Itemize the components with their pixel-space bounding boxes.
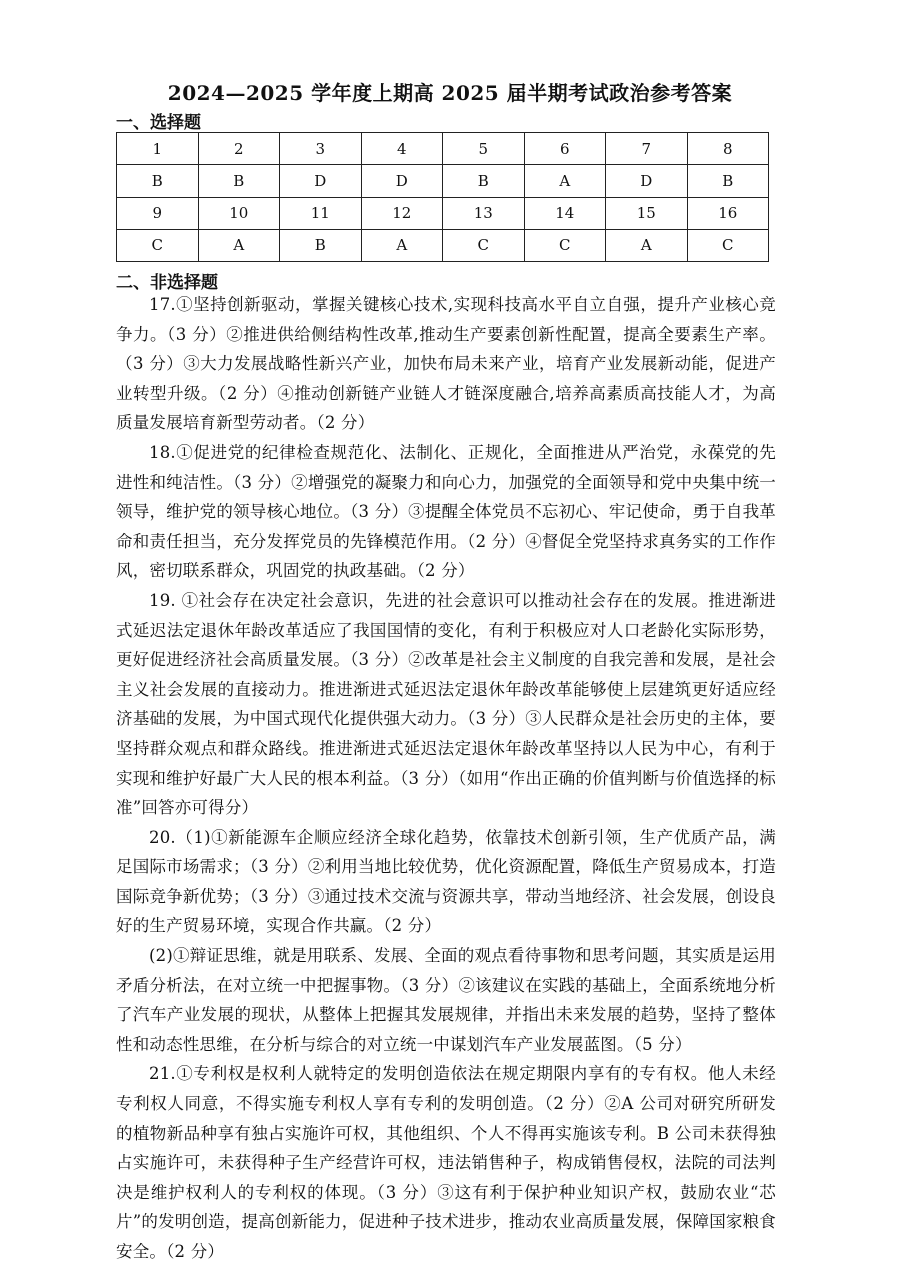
table-cell: B <box>443 165 525 197</box>
answer-q18: 18.①促进党的纪律检查规范化、法制化、正规化，全面推进从严治党，永葆党的先进性和纯洁性。（3 分）②增强党的凝聚力和向心力，加强党的全面领导和党中央集中统一领导，维护党的领导核心地位。（3 分）③提醒全体党员不忘初心、牢记使命，勇于自我革命和责任担当，充分发挥党员的先锋模范作用。（2 分）④督促全党坚持求真务实的工作作风，密切联系群众，巩固党的执政基础。（2 分） <box>116 442 776 581</box>
table-cell: D <box>361 165 443 197</box>
table-cell: 7 <box>606 133 688 165</box>
table-cell: 9 <box>117 197 199 229</box>
table-cell: 6 <box>524 133 606 165</box>
section-heading-choice: 一、选择题 <box>116 113 201 133</box>
table-cell: 4 <box>361 133 443 165</box>
table-cell: 13 <box>443 197 525 229</box>
table-cell: 8 <box>687 133 769 165</box>
table-cell: B <box>280 229 362 261</box>
table-cell: 15 <box>606 197 688 229</box>
table-cell: 12 <box>361 197 443 229</box>
table-cell: A <box>606 229 688 261</box>
answer-q20-part2: (2)①辩证思维，就是用联系、发展、全面的观点看待事物和思考问题，其实质是运用矛盾分析法，在对立统一中把握事物。（3 分）②该建议在实践的基础上，全面系统地分析了汽车产业发展的现状，从整体上把握其发展规律，并指出未来发展的趋势，坚持了整体性和动态性思维，在分析与综合的对立统一中谋划汽车产业发展蓝图。（5 分） <box>116 946 776 1054</box>
answer-body <box>116 290 776 1267</box>
table-cell: B <box>687 165 769 197</box>
table-row <box>117 229 769 261</box>
table-cell: 3 <box>280 133 362 165</box>
table-row <box>117 133 769 165</box>
table-cell: D <box>606 165 688 197</box>
answer-table <box>116 132 769 262</box>
page-title: 2024—2025 学年度上期高 2025 届半期考试政治参考答案 <box>167 81 733 105</box>
table-cell: A <box>198 229 280 261</box>
section-heading-non-choice: 二、非选择题 <box>116 273 218 293</box>
table-cell: 11 <box>280 197 362 229</box>
table-cell: 1 <box>117 133 199 165</box>
answer-q21: 21.①专利权是权利人就特定的发明创造依法在规定期限内享有的专有权。他人未经专利权人同意，不得实施专利权人享有专利的发明创造。（2 分）②A 公司对研究所研发的植物新品种享有独占实施许可权，其他组织、个人不得再实施该专利。B 公司未获得独占实施许可，未获得种子生产经营许可权，违法销售种子，构成销售侵权，法院的司法判决是维护权利人的专利权的体现。（3 分）③这有利于保护种业知识产权，鼓励农业“芯片”的发明创造，提高创新能力，促进种子技术进步，推动农业高质量发展，保障国家粮食安全。（2 分） <box>116 1064 776 1261</box>
answer-q19: 19. ①社会存在决定社会意识，先进的社会意识可以推动社会存在的发展。推进渐进式延迟法定退休年龄改革适应了我国国情的变化，有利于积极应对人口老龄化实际形势，更好促进经济社会高质量发展。（3 分）②改革是社会主义制度的自我完善和发展，是社会主义社会发展的直接动力。推进渐进式延迟法定退休年龄改革能够使上层建筑更好适应经济基础的发展，为中国式现代化提供强大动力。（3 分）③人民群众是社会历史的主体，要坚持群众观点和群众路线。推进渐进式延迟法定退休年龄改革坚持以人民为中心，有利于实现和维护好最广大人民的根本利益。（3 分）（如用“作出正确的价值判断与价值选择的标准”回答亦可得分） <box>116 590 776 818</box>
table-cell: 10 <box>198 197 280 229</box>
table-cell: C <box>443 229 525 261</box>
table-cell: A <box>524 165 606 197</box>
table-cell: 2 <box>198 133 280 165</box>
table-cell: 14 <box>524 197 606 229</box>
answer-q17: 17.①坚持创新驱动，掌握关键核心技术,实现科技高水平自立自强，提升产业核心竞争力。（3 分）②推进供给侧结构性改革,推动生产要素创新性配置，提高全要素生产率。（3 分）③大力发展战略性新兴产业，加快布局未来产业，培育产业发展新动能，促进产业转型升级。（2 分）④推动创新链产业链人才链深度融合,培养高素质高技能人才，为高质量发展培育新型劳动者。（2 分） <box>116 295 776 433</box>
table-cell: 16 <box>687 197 769 229</box>
table-cell: C <box>687 229 769 261</box>
table-cell: 5 <box>443 133 525 165</box>
table-row <box>117 197 769 229</box>
table-cell: D <box>280 165 362 197</box>
table-cell: B <box>198 165 280 197</box>
table-cell: A <box>361 229 443 261</box>
table-row <box>117 165 769 197</box>
table-cell: C <box>524 229 606 261</box>
table-cell: C <box>117 229 199 261</box>
table-cell: B <box>117 165 199 197</box>
answer-q20-part1: 20.（1)①新能源车企顺应经济全球化趋势，依靠技术创新引领，生产优质产品，满足国际市场需求；（3 分）②利用当地比较优势，优化资源配置，降低生产贸易成本，打造国际竞争新优势；（3 分）③通过技术交流与资源共享，带动当地经济、社会发展，创设良好的生产贸易环境，实现合作共赢。（2 分） <box>116 827 776 936</box>
